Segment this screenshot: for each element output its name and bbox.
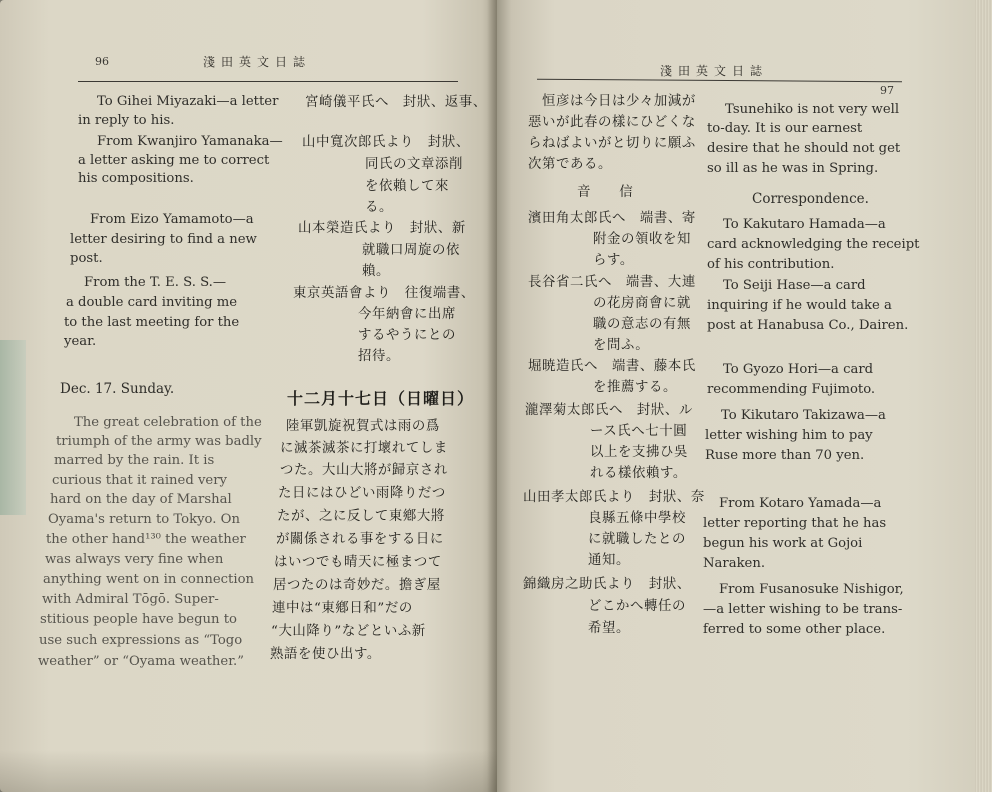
left-running-title: 淺田英文日誌 [203, 55, 312, 69]
page-bottom-shade [0, 750, 497, 792]
right-page-number: 97 [880, 84, 894, 97]
left-page-number: 96 [95, 55, 109, 68]
header-rule [537, 79, 902, 83]
date-heading-en: Dec. 17. Sunday. [60, 381, 175, 397]
page-edges [975, 0, 992, 792]
date-heading-jp: 十二月十七日（日曜日） [287, 389, 475, 408]
right-page: 淺田英文日誌 97 恒彦は今日は少々加減が 惡いが此春の樣にひどくな らねばよいがと切りに願ふ 次第である。 Tsunehiko is not very well to-day. It is our earnest desire that he should not get so ill as he was in Spring. 音 信 Correspondence. 濱田角太郎氏へ 端書、寄 附金の領收を知 らす。 To Kakutaro Hamada—a card acknowledging the receipt of his contribution. 長谷省二氏へ 端書、大連 の花房商會に就 職の意志の有無 を問ふ。 To Seiji Hase—a card inquiring if he would take a post at Hanabusa Co., Dairen. 堀暁造氏へ 端書、藤本氏 を推薦する。 To Gyozo Hori—a card recommending Fujimoto. 瀧澤菊太郎氏へ 封狀、ル ース氏へ七十圓 以上を支拂ひ吳 れる樣依賴す。 To Kikutaro Takizawa—a letter wishing him to pay Ruse more than 70 yen. 山田孝太郎氏より 封狀、奈 良縣五條中學校 に就職したとの 通知。 From Kotaro Yamada—a letter reporting that he has begun his work at Gojoi Naraken. 錦織房之助氏より 封狀、 どこかへ轉任の 希望。 From Fusanosuke Nishigor, —a letter wishing to be trans- ferred to some other place. [497, 0, 980, 792]
page-shadow [0, 340, 26, 515]
header-rule [78, 81, 458, 82]
section-heading-en: Correspondence. [752, 191, 869, 207]
left-page: 96 淺田英文日誌 To Gihei Miyazaki—a letter in reply to his. 宮崎儀平氏へ 封狀、返事、 From Kwanjiro Yamanaka— a letter asking me to correct his compositions. 山中寬次郎氏より 封狀、 同氏の文章添削 を依賴して來 る。 From Eizo Yamamoto—a letter desiring to find a new post. 山本榮造氏より 封狀、新 就職口周旋の依 賴。 From the T. E. S. S.— a double card inviting me to the last meeting for the year. 東京英語會より 往復端書、 今年納會に出席 するやうにとの 招待。 Dec. 17. Sunday. 十二月十七日（日曜日） The great celebration of the triumph of the army was badly marred by the rain. It is curious that it rained very hard on the day of Marshal Oyama's return to Tokyo. On the other hand¹³⁰ the weather was always very fine when anything went on in connection with Admiral Tōgō. Super- stitious people have begun to use such expressions as “Togo weather” or “Oyama weather.” 陸軍凱旋祝賀式は雨の爲 に滅茶滅茶に打壞れてしま つた。大山大將が歸京され た日にはひどい雨降りだつ たが、之に反して東鄕大將 が關係される事をする日に はいつでも晴天に極まつて 居つたのは奇妙だ。擔ぎ屋 連中は“東鄕日和”だの “大山降り”などといふ新 熟語を使ひ出す。 [0, 0, 497, 792]
right-running-title: 淺田英文日誌 [660, 64, 769, 78]
section-heading-jp: 音 信 [577, 184, 634, 200]
